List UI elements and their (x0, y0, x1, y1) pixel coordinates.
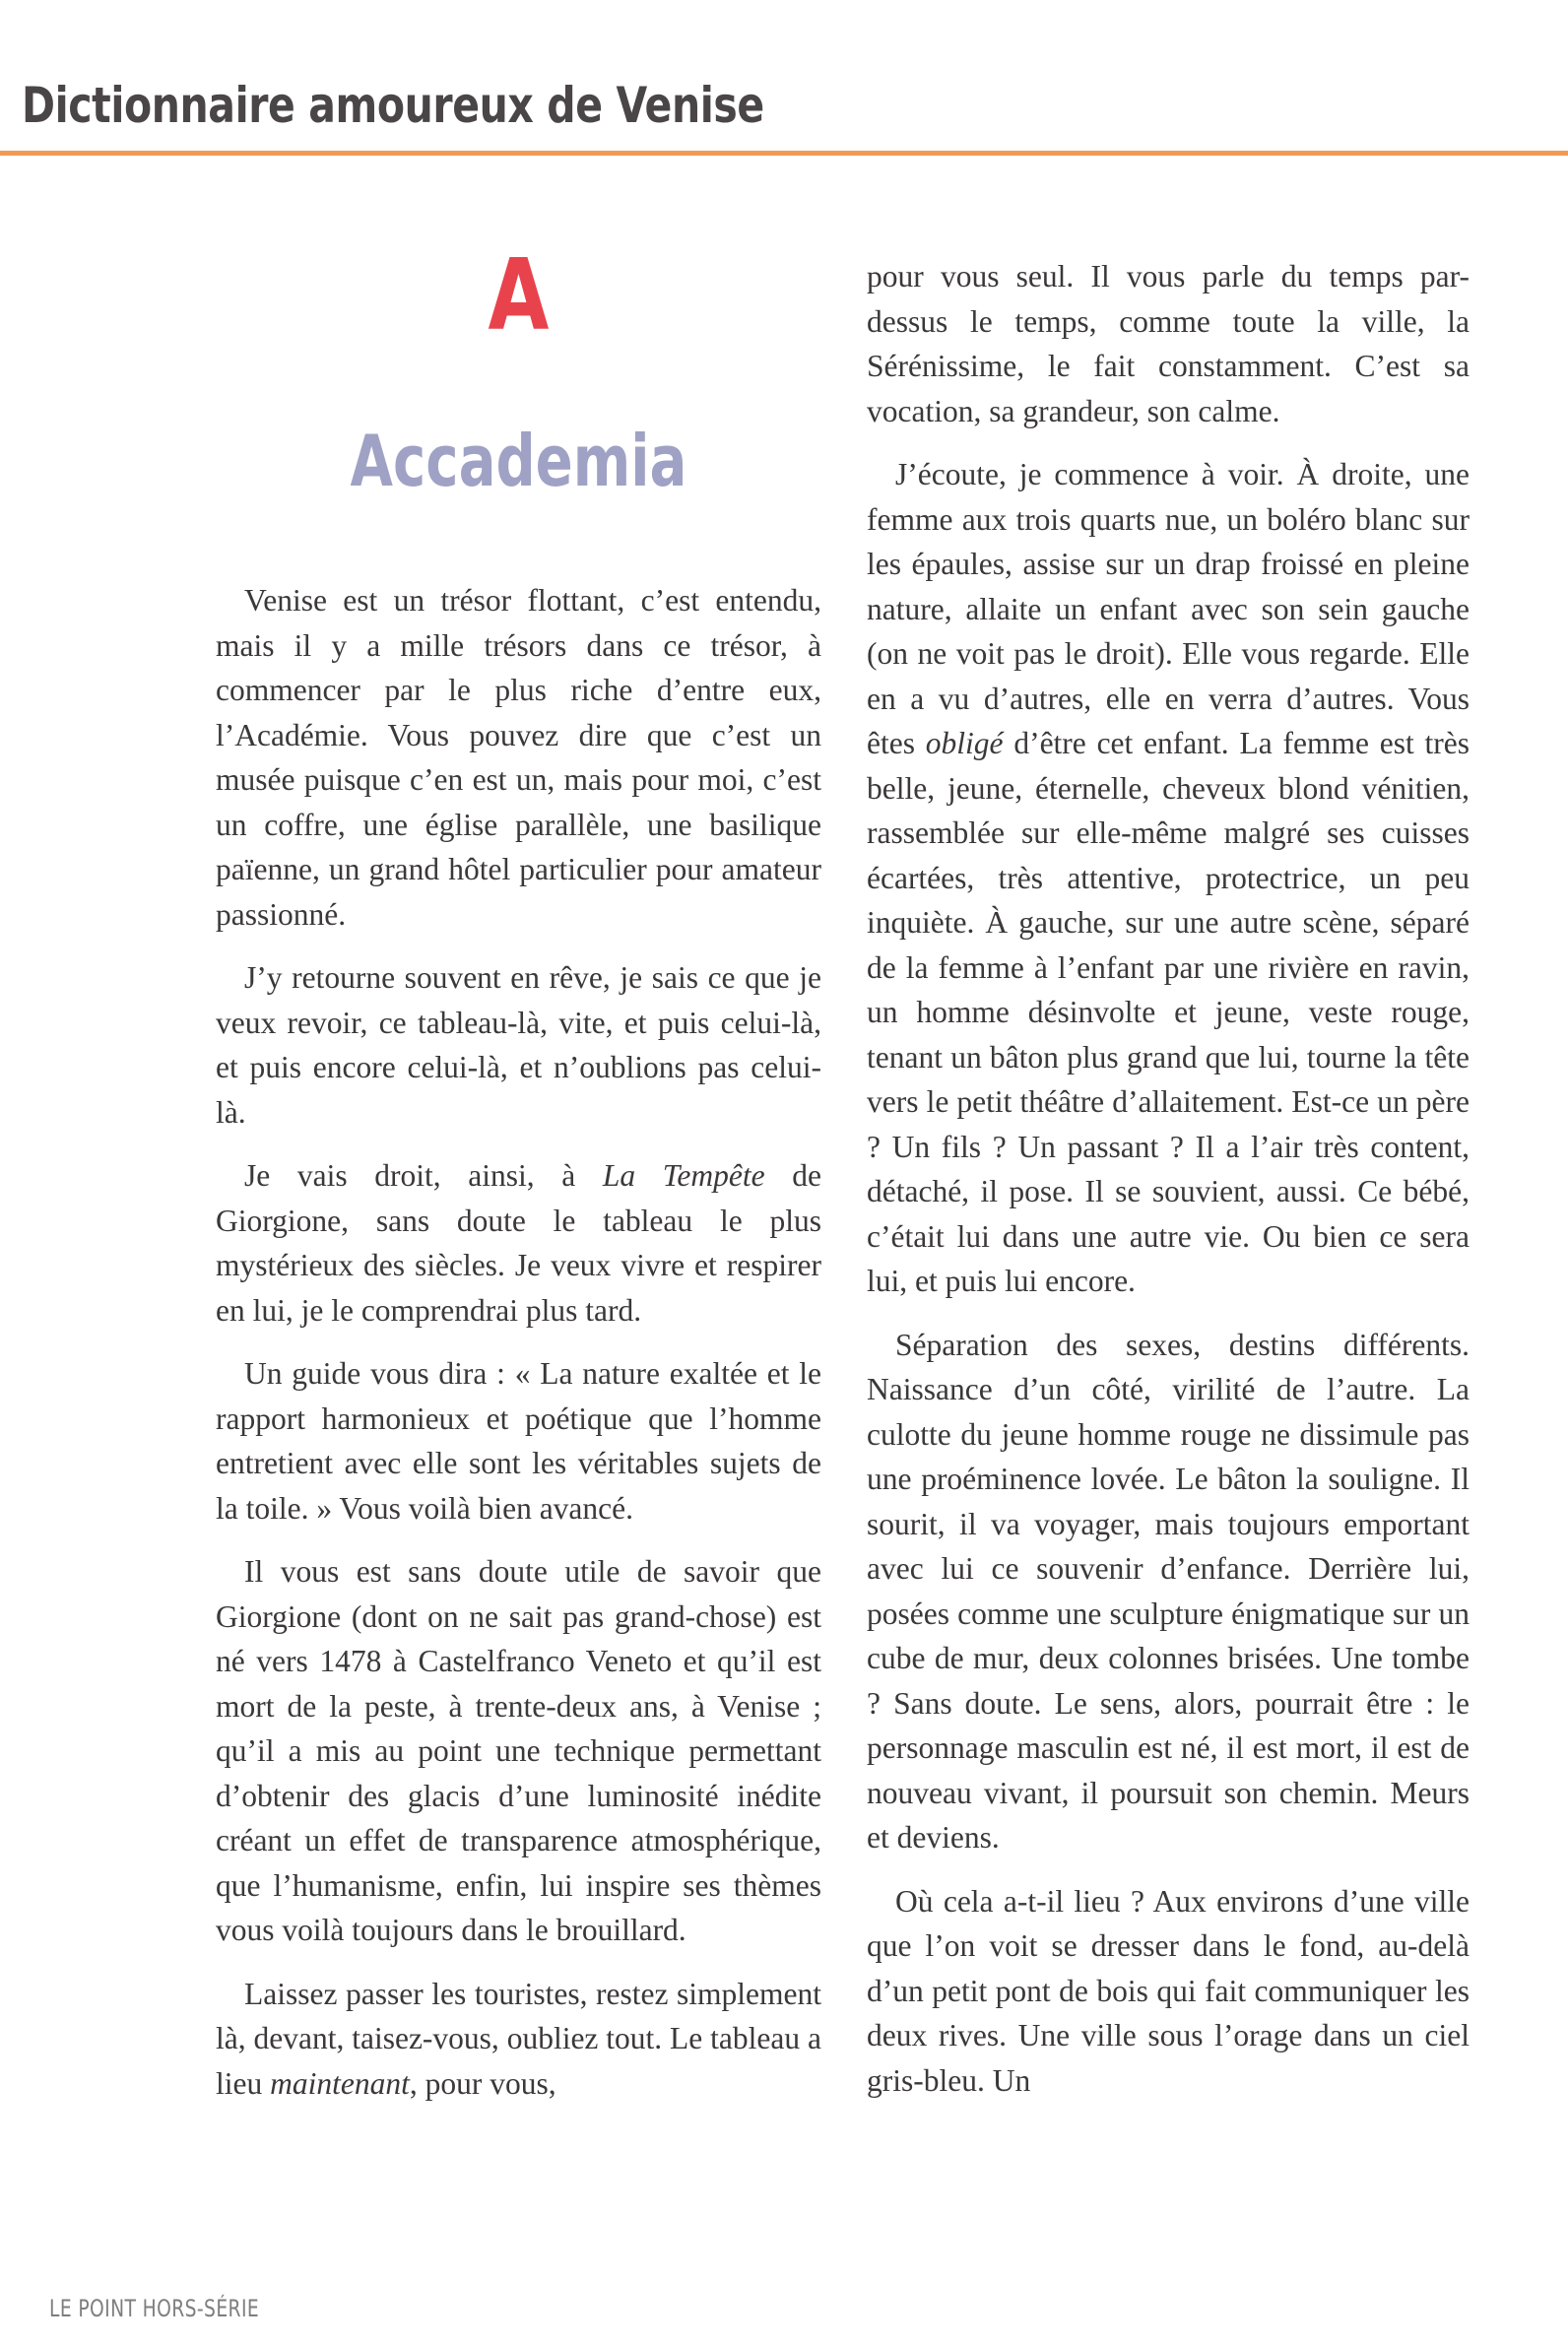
paragraph: J’y retourne souvent en rêve, je sais ce que je veux revoir, ce tableau-là, vite, et puis celui-là, et puis encore celui-là, et n’oublions pas celui-là. (216, 960, 821, 1130)
paragraph (867, 452, 1470, 1304)
paragraph (216, 1153, 821, 1333)
text-run: de Giorgione, sans doute le tableau le plus mystérieux des siècles. Je veux vivre et respirer en lui, je le comprendrai plus tard. (216, 1158, 821, 1328)
footer-publication: LE POINT HORS-SÉRIE (49, 2295, 260, 2322)
right-column (867, 254, 1470, 2121)
emphasis: maintenant (270, 2065, 410, 2101)
text-run: Je vais droit, ainsi, à (244, 1158, 603, 1193)
entry-title: Accademia (350, 420, 687, 502)
header-rule (0, 151, 1568, 156)
paragraph: Où cela a-t-il lieu ? Aux environs d’une ville que l’on voit se dresser dans le fond, au-delà d’un petit pont de bois qui fait communiquer les deux rives. Une ville sous l’orage dans un ciel gris-bleu. Un (867, 1883, 1470, 2098)
running-header-title: Dictionnaire amoureux de Venise (22, 77, 764, 134)
paragraph: Il vous est sans doute utile de savoir que Giorgione (dont on ne sait pas grand-chose) est né vers 1478 à Castelfranco Veneto et qu’il est mort de la peste, à trente-deux ans, à Venise ; qu’il a mis au point une technique permettant d’obtenir des glacis d’une luminosité inédite créant un effet de transparence atmosphérique, que l’humanisme, enfin, lui inspire ses thèmes vous voilà toujours dans le brouillard. (216, 1554, 821, 1947)
left-column (216, 237, 821, 2124)
paragraph (216, 1972, 821, 2107)
text-run: Laissez passer les touristes, restez simplement là, devant, taisez-vous, oubliez tout. Le tableau a lieu (216, 1976, 821, 2101)
paragraph: Séparation des sexes, destins différents. Naissance d’un côté, virilité de l’autre. La culotte du jeune homme rouge ne dissimule pas une proéminence lovée. Le bâton la souligne. Il sourit, il va voyager, mais toujours emportant avec lui ce souvenir d’enfance. Derrière lui, posées comme une sculpture énigmatique sur un cube de mur, deux colonnes brisées. Une tombe ? Sans doute. Le sens, alors, pourrait être : le personnage masculin est né, il est mort, il est de nouveau vivant, il poursuit son chemin. Meurs et deviens. (867, 1327, 1470, 1855)
paragraph: pour vous seul. Il vous parle du temps par-dessus le temps, comme toute la ville, la Sérénissime, le fait constamment. C’est sa vocation, sa grandeur, son calme. (867, 259, 1470, 428)
text-run: , pour vous, (409, 2065, 556, 2101)
artwork-title: La Tempête (602, 1158, 765, 1193)
section-letter: A (488, 237, 550, 353)
paragraph: Venise est un trésor flottant, c’est entendu, mais il y a mille trésors dans ce trésor, à commencer par le plus riche d’entre eux, l’Académie. Vous pouvez dire que c’est un musée puisque c’en est un, mais pour moi, c’est un coffre, une église parallèle, une basilique païenne, un grand hôtel particulier pour amateur passionné. (216, 583, 821, 932)
paragraph: Un guide vous dira : « La nature exaltée et le rapport harmonieux et poétique que l’homme entretient avec elle sont les véritables sujets de la toile. » Vous voilà bien avancé. (216, 1356, 821, 1526)
text-run: d’être cet enfant. La femme est très belle, jeune, éternelle, cheveux blond vénitien, rassemblée sur elle-même malgré ses cuisses écartées, très attentive, protectrice, un peu inquiète. À gauche, sur une autre scène, séparé de la femme à l’enfant par une rivière en ravin, un homme désinvolte et jeune, veste rouge, tenant un bâton plus grand que lui, tourne la tête vers le petit théâtre d’allaitement. Est-ce un père ? Un fils ? Un passant ? Il a l’air très content, détaché, il pose. Il se souvient, aussi. Ce bébé, c’était lui dans une autre vie. Ou bien ce sera lui, et puis lui encore. (867, 726, 1470, 1298)
emphasis: obligé (925, 726, 1004, 760)
text-run: J’écoute, je commence à voir. À droite, une femme aux trois quarts nue, un boléro blanc sur les épaules, assise sur un drap froissé en pleine nature, allaite un enfant avec son sein gauche (on ne voit pas le droit). Elle vous regarde. Elle en a vu d’autres, elle en verra d’autres. Vous êtes (867, 457, 1470, 760)
